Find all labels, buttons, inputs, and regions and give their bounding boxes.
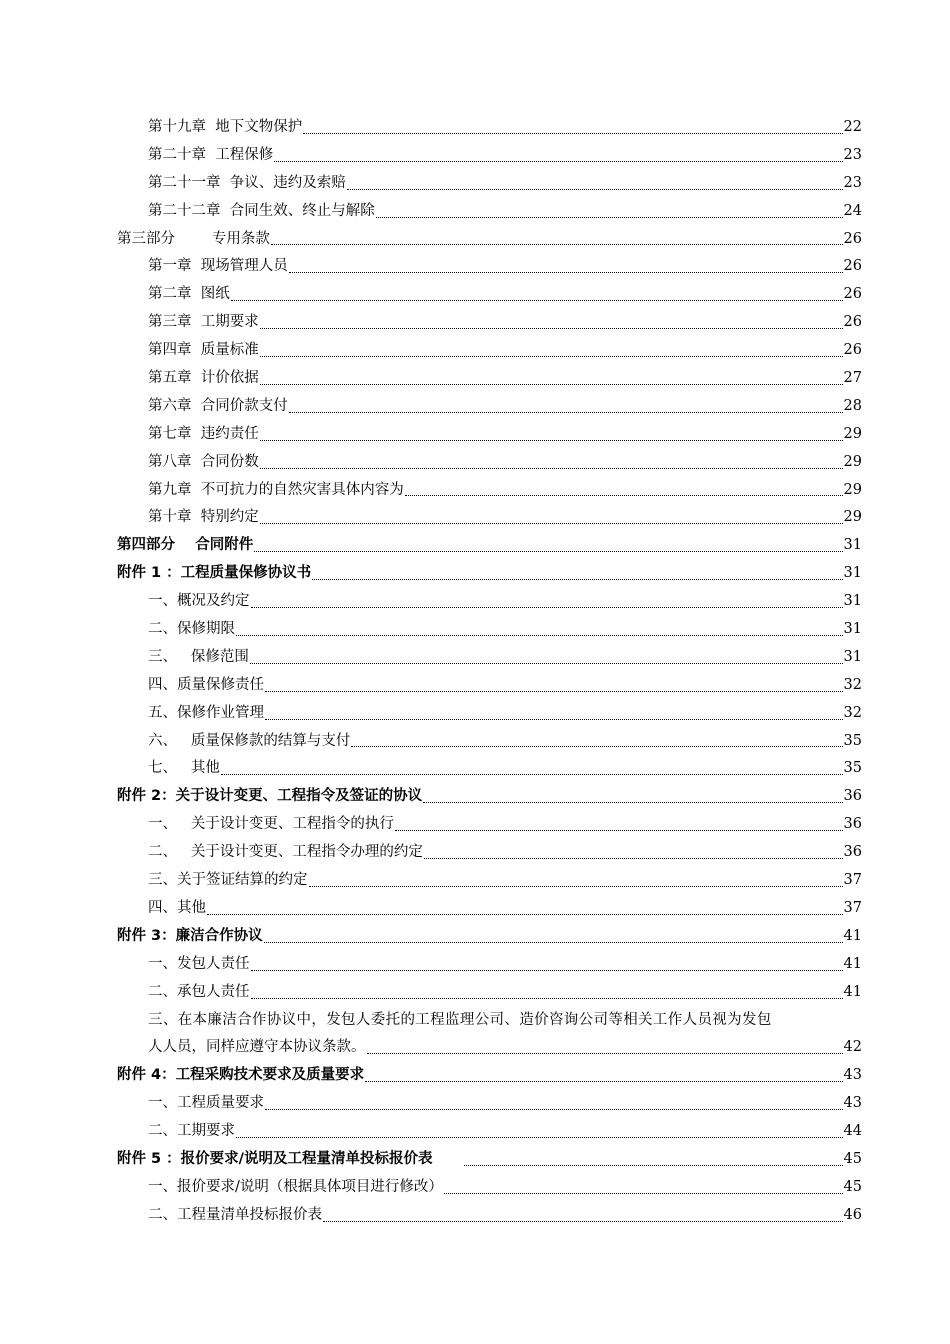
toc-dot-leader [423,802,842,803]
toc-page-number: 26 [843,314,862,331]
toc-dot-leader [251,998,843,999]
toc-entry[interactable] [117,1118,862,1146]
toc-entry-title: 附件 3：廉洁合作协议 [117,927,263,944]
toc-dot-leader [376,217,843,218]
toc-dot-leader [424,858,843,859]
toc-entry-title: 一、发包人责任 [148,955,250,972]
toc-dot-leader [231,300,843,301]
toc-page-number: 32 [843,704,862,721]
toc-page-number: 31 [843,565,862,582]
toc-entry[interactable] [117,588,862,616]
toc-entry[interactable] [117,895,862,923]
toc-dot-leader [464,1165,843,1166]
toc-page-number: 26 [843,230,862,247]
toc-dot-leader [260,523,843,524]
toc-entry-title: 第三部分 专用条款 [117,230,270,247]
toc-dot-leader [395,830,843,831]
toc-dot-leader [405,495,843,496]
toc-entry-title: 第四章 质量标准 [148,342,259,359]
toc-page-number: 28 [843,397,862,414]
toc-entry-title: 第三章 工期要求 [148,314,259,331]
toc-entry-title: 第二十二章 合同生效、终止与解除 [148,202,375,219]
toc-page-number: 36 [843,788,862,805]
toc-page-number: 36 [843,816,862,833]
toc-page-number: 46 [843,1206,862,1223]
toc-entry-title: 四、质量保修责任 [148,676,264,693]
toc-dot-leader [260,328,843,329]
toc-entry[interactable] [117,1007,862,1035]
toc-dot-leader [260,440,843,441]
toc-dot-leader [221,774,843,775]
toc-entry[interactable] [117,421,862,449]
toc-dot-leader [309,886,843,887]
toc-entry-title: 第二章 图纸 [148,286,230,303]
toc-dot-leader [260,384,843,385]
toc-dot-leader [251,970,843,971]
toc-dot-leader [236,1137,843,1138]
toc-entry[interactable] [117,309,862,337]
toc-page-number: 23 [843,174,862,191]
toc-page-number: 29 [843,481,862,498]
toc-entry[interactable] [117,337,862,365]
toc-page-number: 31 [843,621,862,638]
toc-entry[interactable] [117,1034,862,1062]
toc-entry[interactable] [117,393,862,421]
toc-page-number: 26 [843,286,862,303]
toc-entry-title: 附件 1 ：工程质量保修协议书 [117,565,312,582]
toc-dot-leader [365,1081,842,1082]
toc-dot-leader [265,1109,843,1110]
toc-entry-title: 三、 保修范围 [148,648,249,665]
toc-entry-title: 二、保修期限 [148,621,235,638]
toc-dot-leader [303,133,842,134]
toc-entry[interactable] [117,728,862,756]
toc-page-number: 44 [843,1123,862,1140]
toc-dot-leader [254,551,842,552]
toc-dot-leader [351,746,842,747]
toc-entry[interactable] [117,281,862,309]
toc-dot-leader [274,161,842,162]
toc-dot-leader [236,635,843,636]
toc-entry[interactable] [117,1062,862,1090]
toc-entry[interactable] [117,477,862,505]
toc-entry[interactable] [117,839,862,867]
toc-entry[interactable] [117,253,862,281]
toc-entry[interactable] [117,811,862,839]
toc-entry-title: 三、关于签证结算的约定 [148,872,308,889]
toc-page-number: 23 [843,146,862,163]
toc-entry[interactable] [117,1090,862,1118]
toc-dot-leader [271,244,843,245]
toc-entry-title: 第七章 违约责任 [148,425,259,442]
toc-dot-leader [265,719,843,720]
toc-entry-title: 二、承包人责任 [148,983,250,1000]
toc-entry[interactable] [117,923,862,951]
toc-page-number: 32 [843,676,862,693]
toc-entry-title: 二、 关于设计变更、工程指令办理的约定 [148,844,423,861]
toc-page-number: 26 [843,258,862,275]
toc-entry[interactable] [117,365,862,393]
toc-entry[interactable] [117,700,862,728]
toc-page-number: 22 [843,119,862,135]
toc-entry-title: 第十九章 地下文物保护 [148,119,303,135]
toc-entry[interactable] [117,979,862,1007]
toc-entry[interactable] [117,449,862,477]
toc-page-number: 31 [843,593,862,610]
toc-entry-title: 人人员，同样应遵守本协议条款。 [148,1039,366,1056]
toc-dot-leader [207,914,843,915]
toc-page-number: 29 [843,509,862,526]
toc-page-number: 36 [843,844,862,861]
toc-entry[interactable] [117,644,862,672]
toc-page-number: 29 [843,453,862,470]
toc-dot-leader [444,1193,843,1194]
toc-entry-title: 第二十章 工程保修 [148,146,274,163]
toc-entry[interactable] [117,226,862,254]
toc-entry-title: 第一章 现场管理人员 [148,258,288,275]
toc-entry-title: 第九章 不可抗力的自然灾害具体内容为 [148,481,404,498]
toc-dot-leader [251,607,843,608]
toc-dot-leader [250,663,843,664]
toc-page-number: 29 [843,425,862,442]
toc-page-number: 41 [843,955,862,972]
toc-entry[interactable] [117,532,862,560]
toc-entry[interactable] [117,1146,862,1174]
toc-entry[interactable] [117,142,862,170]
toc-entry[interactable] [117,170,862,198]
toc-entry-title: 第五章 计价依据 [148,370,259,387]
toc-entry-title: 四、其他 [148,899,206,916]
toc-page-number: 37 [843,872,862,889]
toc-entry-title: 七、 其他 [148,760,220,777]
toc-dot-leader [289,412,843,413]
toc-entry-title: 二、工程量清单投标报价表 [148,1206,322,1223]
toc-entry-title: 附件 5 ：报价要求/说明及工程量清单投标报价表 [117,1150,463,1167]
toc-entry-title: 第十章 特别约定 [148,509,259,526]
toc-entry-title: 附件 2：关于设计变更、工程指令及签证的协议 [117,788,423,805]
toc-page-number: 35 [843,760,862,777]
toc-entry[interactable] [117,951,862,979]
toc-entry-title: 附件 4：工程采购技术要求及质量要求 [117,1067,365,1084]
toc-entry-title: 一、报价要求/说明（根据具体项目进行修改） [148,1178,443,1195]
toc-page-number: 43 [843,1095,862,1112]
toc-entry[interactable] [117,560,862,588]
toc-dot-leader [367,1053,843,1054]
toc-dot-leader [264,942,843,943]
toc-entry[interactable] [117,198,862,226]
toc-page-number: 43 [843,1067,862,1084]
toc-entry-title: 一、工程质量要求 [148,1095,264,1112]
toc-page-number: 31 [843,537,862,554]
toc-entry-title: 第六章 合同价款支付 [148,397,288,414]
toc-entry-title: 第四部分 合同附件 [117,537,254,554]
toc-dot-leader [260,468,843,469]
toc-entry-title: 第八章 合同份数 [148,453,259,470]
toc-entry-title: 三、在本廉洁合作协议中，发包人委托的工程监理公司、造价咨询公司等相关工作人员视为发包 [148,1011,772,1028]
toc-entry[interactable] [117,1174,862,1202]
toc-page-number: 45 [843,1150,862,1167]
toc-entry-title: 第二十一章 争议、违约及索赔 [148,174,346,191]
toc-entry[interactable] [117,783,862,811]
toc-entry[interactable] [117,616,862,644]
toc-entry-title: 一、 关于设计变更、工程指令的执行 [148,816,394,833]
toc-entry[interactable] [117,504,862,532]
toc-dot-leader [289,272,843,273]
table-of-contents [117,114,862,1230]
toc-page-number: 45 [843,1178,862,1195]
toc-dot-leader [312,579,842,580]
toc-page-number: 41 [843,927,862,944]
toc-entry[interactable] [117,672,862,700]
toc-entry-title: 一、概况及约定 [148,593,250,610]
toc-page-number: 42 [843,1039,862,1056]
toc-page-number: 35 [843,732,862,749]
toc-entry[interactable] [117,114,862,142]
toc-dot-leader [265,691,843,692]
toc-entry[interactable] [117,1202,862,1230]
toc-page-number: 37 [843,899,862,916]
toc-dot-leader [347,189,843,190]
toc-page-number: 31 [843,648,862,665]
toc-page-number: 27 [843,370,862,387]
toc-dot-leader [323,1221,843,1222]
toc-entry[interactable] [117,755,862,783]
toc-page-number: 24 [843,202,862,219]
toc-page-number: 41 [843,983,862,1000]
toc-dot-leader [260,356,843,357]
toc-entry-title: 五、保修作业管理 [148,704,264,721]
toc-entry-title: 六、 质量保修款的结算与支付 [148,732,351,749]
toc-entry-title: 二、工期要求 [148,1123,235,1140]
toc-entry[interactable] [117,867,862,895]
toc-page-number: 26 [843,342,862,359]
